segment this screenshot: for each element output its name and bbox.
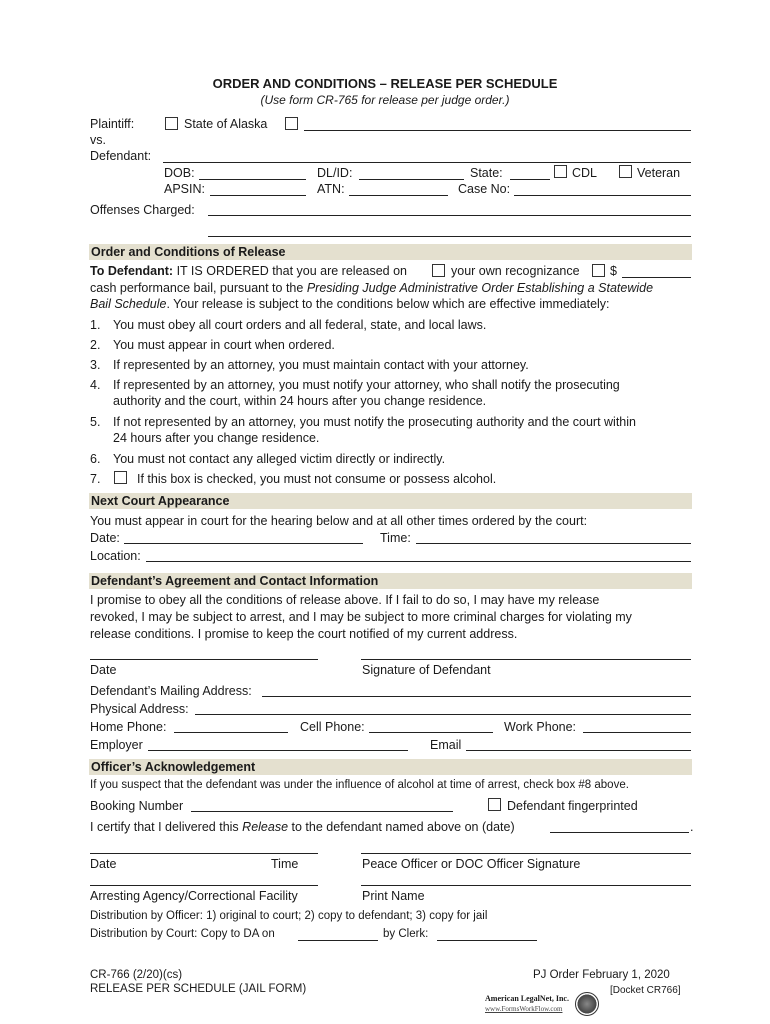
defendant-name-field[interactable] (163, 162, 691, 163)
case-no-field[interactable] (514, 195, 691, 196)
email-label: Email (430, 738, 462, 752)
agreement-heading-bar (89, 573, 692, 589)
logo-text-company: American LegalNet, Inc. (485, 994, 569, 1003)
cell-phone-field[interactable] (369, 732, 493, 733)
employer-field[interactable] (148, 750, 408, 751)
condition-text: If this box is checked, you must not consume or possess alcohol. (137, 472, 497, 486)
other-plaintiff-field[interactable] (304, 130, 691, 131)
veteran-checkbox[interactable] (619, 165, 632, 178)
pj-order: PJ Order February 1, 2020 (533, 969, 670, 981)
form-title: ORDER AND CONDITIONS – RELEASE PER SCHEDULE (212, 76, 558, 91)
bail-text-b: Presiding Judge Administrative Order Establishing a Statewide (306, 281, 654, 295)
appearance-date-label: Date: (90, 531, 120, 545)
agreement-date-label: Date (90, 663, 117, 677)
agreement-text-1: I promise to obey all the conditions of release above. If I fail to do so, I may have my release (90, 593, 600, 607)
appearance-intro: You must appear in court for the hearing below and at all other times ordered by the court: (90, 514, 588, 528)
booking-number-label: Booking Number (90, 799, 184, 813)
bail-schedule-text: Bail Schedule (90, 297, 167, 311)
vs-label: vs. (90, 133, 106, 147)
officer-date-label: Date (90, 857, 117, 871)
appearance-heading-bar (89, 493, 692, 509)
state-of-alaska-checkbox[interactable] (165, 117, 178, 130)
booking-number-field[interactable] (191, 811, 453, 812)
cell-phone-label: Cell Phone: (300, 720, 365, 734)
offenses-field-2[interactable] (208, 236, 691, 237)
appearance-heading: Next Court Appearance (91, 494, 230, 508)
bail-amount-field[interactable] (622, 277, 691, 278)
mailing-address-label: Defendant’s Mailing Address: (90, 684, 252, 698)
work-phone-field[interactable] (583, 732, 691, 733)
appearance-time-label: Time: (380, 531, 411, 545)
condition-text-cont: 24 hours after you change residence. (113, 431, 320, 445)
fingerprinted-checkbox[interactable] (488, 798, 501, 811)
officer-heading: Officer’s Acknowledgement (91, 760, 256, 774)
conditions-heading: Order and Conditions of Release (91, 245, 286, 259)
alcohol-suspect-text: If you suspect that the defendant was under the influence of alcohol at time of arrest, check box #8 above. (90, 779, 629, 791)
alcohol-condition-checkbox[interactable] (114, 471, 127, 484)
location-field[interactable] (146, 561, 691, 562)
defendant-signature-field[interactable] (361, 659, 691, 660)
condition-text: You must obey all court orders and all federal, state, and local laws. (113, 318, 487, 332)
appearance-time-field[interactable] (416, 543, 691, 544)
officer-time-label: Time (271, 857, 299, 871)
appearance-date-field[interactable] (124, 543, 363, 544)
print-name-label: Print Name (362, 889, 425, 903)
offenses-label: Offenses Charged: (90, 203, 195, 217)
condition-text-cont: authority and the court, within 24 hours after you change residence. (113, 394, 487, 408)
distribution-court-a: Distribution by Court: Copy to DA on (90, 928, 275, 940)
employer-label: Employer (90, 738, 143, 752)
defendant-signature-label: Signature of Defendant (362, 663, 491, 677)
home-phone-label: Home Phone: (90, 720, 167, 734)
condition-text: You must not contact any alleged victim directly or indirectly. (113, 452, 446, 466)
dollar-label: $ (610, 264, 617, 278)
conditions-heading-bar (89, 244, 692, 260)
physical-address-label: Physical Address: (90, 702, 189, 716)
state-of-alaska-label: State of Alaska (184, 117, 268, 131)
agency-field[interactable] (90, 885, 318, 886)
condition-num: 4. (90, 378, 101, 392)
form-number: CR-766 (2/20)(cs) (90, 969, 183, 981)
globe-icon (575, 992, 599, 1016)
condition-num: 5. (90, 415, 101, 429)
dlid-field[interactable] (359, 179, 464, 180)
atn-label: ATN: (317, 182, 345, 196)
condition-num: 6. (90, 452, 101, 466)
home-phone-field[interactable] (174, 732, 288, 733)
veteran-label: Veteran (637, 166, 681, 180)
physical-address-field[interactable] (195, 714, 691, 715)
case-no-label: Case No: (458, 182, 511, 196)
form-subtitle: (Use form CR-765 for release per judge order.) (260, 93, 510, 107)
condition-num: 7. (90, 472, 101, 486)
location-label: Location: (90, 549, 141, 563)
ordered-text: IT IS ORDERED that you are released on (176, 264, 408, 278)
state-field[interactable] (510, 179, 550, 180)
cdl-label: CDL (572, 166, 598, 180)
condition-num: 3. (90, 358, 101, 372)
print-name-field[interactable] (361, 885, 691, 886)
dlid-label: DL/ID: (317, 166, 353, 180)
defendant-label: Defendant: (90, 149, 152, 163)
dob-field[interactable] (199, 179, 306, 180)
cdl-checkbox[interactable] (554, 165, 567, 178)
work-phone-label: Work Phone: (504, 720, 577, 734)
period: . (690, 820, 694, 834)
apsin-label: APSIN: (164, 182, 205, 196)
agreement-text-3: release conditions. I promise to keep the court notified of my current address. (90, 627, 518, 641)
condition-text: If represented by an attorney, you must notify your attorney, who shall notify the prosecuting (113, 378, 620, 392)
offenses-field-1[interactable] (208, 215, 691, 216)
agreement-text-2: revoked, I may be subject to arrest, and I may be subject to more criminal charges for violating my (90, 610, 632, 624)
logo-text-url: www.FormsWorkFlow.com (485, 1005, 563, 1013)
docket-number: [Docket CR766] (610, 985, 681, 996)
plaintiff-label: Plaintiff: (90, 117, 135, 131)
email-field[interactable] (466, 750, 691, 751)
agreement-date-field[interactable] (90, 659, 318, 660)
other-plaintiff-checkbox[interactable] (285, 117, 298, 130)
agency-label: Arresting Agency/Correctional Facility (90, 889, 298, 903)
officer-signature-field[interactable] (361, 853, 691, 854)
cash-bail-checkbox[interactable] (592, 264, 605, 277)
form-name: RELEASE PER SCHEDULE (JAIL FORM) (90, 983, 307, 995)
delivery-date-field[interactable] (550, 832, 689, 833)
da-copy-date-field[interactable] (298, 940, 378, 941)
atn-field[interactable] (349, 195, 448, 196)
certify-text-release: Release (242, 820, 289, 834)
condition-num: 2. (90, 338, 101, 352)
agreement-heading: Defendant’s Agreement and Contact Information (91, 574, 379, 588)
dob-label: DOB: (164, 166, 195, 180)
certify-text-c: to the defendant named above on (date) (291, 820, 515, 834)
to-defendant-label: To Defendant: (90, 264, 174, 278)
condition-num: 1. (90, 318, 101, 332)
apsin-field[interactable] (210, 195, 306, 196)
officer-heading-bar (89, 759, 692, 775)
condition-text: If represented by an attorney, you must maintain contact with your attorney. (113, 358, 529, 372)
officer-signature-label: Peace Officer or DOC Officer Signature (362, 857, 581, 871)
american-legalnet-logo (481, 992, 599, 1018)
bail-text-a: cash performance bail, pursuant to the (90, 281, 304, 295)
condition-text: If not represented by an attorney, you must notify the prosecuting authority and the court within (113, 415, 636, 429)
distribution-court-b: by Clerk: (383, 928, 429, 940)
certify-text-a: I certify that I delivered this (90, 820, 239, 834)
distribution-officer: Distribution by Officer: 1) original to court; 2) copy to defendant; 3) copy for jail (90, 910, 488, 922)
own-recognizance-checkbox[interactable] (432, 264, 445, 277)
officer-datetime-field[interactable] (90, 853, 318, 854)
own-recognizance-label: your own recognizance (451, 264, 580, 278)
release-subject-text: . Your release is subject to the conditions below which are effective immediately: (166, 297, 610, 311)
clerk-field[interactable] (437, 940, 537, 941)
state-label: State: (470, 166, 503, 180)
condition-text: You must appear in court when ordered. (113, 338, 335, 352)
fingerprinted-label: Defendant fingerprinted (507, 799, 638, 813)
mailing-address-field[interactable] (262, 696, 691, 697)
